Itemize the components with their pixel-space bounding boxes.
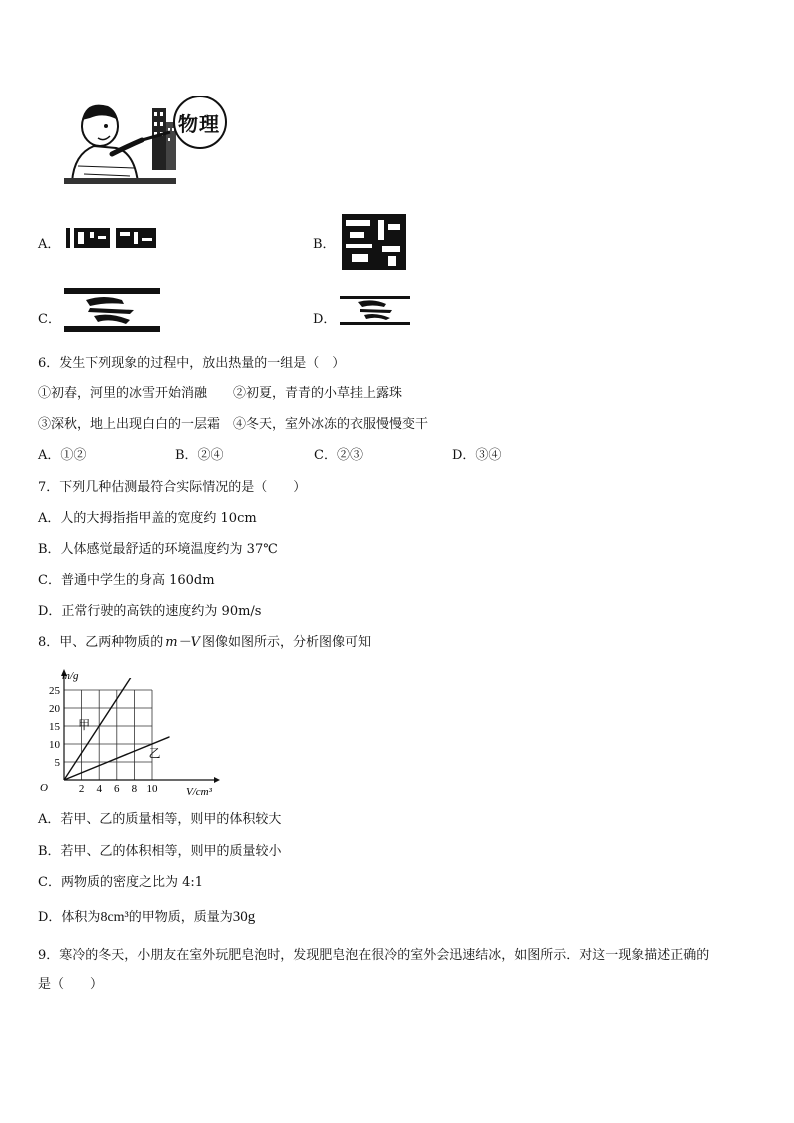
- q9-line-1: 9．寒冷的冬天，小朋友在室外玩肥皂泡时，发现肥皂泡在很冷的室外会迅速结冰，如图所示．对这一现象描述正确的: [38, 948, 710, 963]
- q8-option-d: [38, 908, 255, 927]
- magnifier-sign-text: 物理: [178, 112, 220, 136]
- q8-option-d-prefix: D．体积为: [38, 910, 101, 925]
- blurred-text-icon: [340, 294, 410, 328]
- chart-y-axis-label: m/g: [62, 670, 79, 682]
- q5-option-b-label: B．: [313, 237, 336, 252]
- chart-series-label: 甲: [78, 717, 91, 732]
- chart-y-tick-label: 10: [49, 739, 60, 751]
- mirrored-text-icon: [66, 222, 158, 256]
- chart-y-tick-label: 25: [49, 685, 60, 697]
- q5-illustration: [64, 96, 244, 184]
- chart-y-tick-label: 20: [49, 703, 60, 715]
- q7-stem: 7．下列几种估测最符合实际情况的是（ ）: [38, 480, 307, 495]
- q6-items-line-1: ①初春，河里的冰雪开始消融 ②初夏，青青的小草挂上露珠: [38, 386, 403, 401]
- q6-option-d: D．③④: [452, 448, 502, 463]
- q6-option-c: C．②③: [314, 448, 363, 463]
- rotated-text-icon: [342, 214, 406, 270]
- chart-x-axis-label: V/cm³: [186, 786, 212, 796]
- q6-items-line-2: ③深秋，地上出现白白的一层霜 ④冬天，室外冰冻的衣服慢慢变干: [38, 417, 429, 432]
- q8-option-d-mass: 30g: [232, 909, 256, 925]
- q6-option-a: A．①②: [38, 448, 87, 463]
- q8-option-d-mid: 的甲物质，质量为: [128, 910, 233, 925]
- chart-y-tick-label: 15: [49, 721, 60, 733]
- mv-chart-svg: [36, 664, 226, 796]
- q7-option-b: B．人体感觉最舒适的环境温度约为 37℃: [38, 542, 278, 557]
- chart-series-label: 乙: [148, 746, 161, 761]
- blurred-text-icon: [64, 286, 160, 334]
- chart-x-tick-label: 8: [131, 783, 138, 795]
- q8-stem-math: m－V: [165, 635, 200, 650]
- chart-y-tick-label: 5: [54, 757, 60, 769]
- q5-option-d-label: D．: [313, 312, 337, 327]
- q8-option-b: B．若甲、乙的体积相等，则甲的质量较小: [38, 844, 282, 859]
- q8-stem-suffix: 图像如图所示，分析图像可知: [202, 635, 372, 650]
- chart-x-tick-label: 10: [146, 783, 158, 795]
- chart-x-axis-arrow: [214, 777, 220, 783]
- q9-line-2: 是（ ）: [38, 977, 104, 992]
- chart-origin-label: O: [40, 782, 48, 794]
- chart-x-tick-label: 6: [114, 783, 120, 795]
- q7-option-a: A．人的大拇指指甲盖的宽度约 10cm: [38, 511, 257, 526]
- q6-option-b: B．②④: [175, 448, 224, 463]
- mv-chart: [36, 664, 226, 796]
- q8-option-c: C．两物质的密度之比为 4:1: [38, 875, 204, 890]
- q8-option-a: A．若甲、乙的质量相等，则甲的体积较大: [38, 812, 282, 827]
- q8-stem: [38, 634, 371, 652]
- q6-stem: 6．发生下列现象的过程中，放出热量的一组是（ ）: [38, 356, 346, 371]
- q5-option-c-label: C．: [38, 312, 61, 327]
- chart-x-tick-label: 4: [96, 783, 102, 795]
- q7-option-c: C．普通中学生的身高 160dm: [38, 573, 215, 588]
- q8-option-d-volume: 8cm³: [100, 910, 129, 925]
- q7-option-d: D．正常行驶的高铁的速度约为 90m/s: [38, 604, 262, 619]
- q5-option-a-label: A．: [38, 237, 61, 252]
- chart-x-tick-label: 2: [78, 783, 85, 795]
- q8-stem-prefix: 8．甲、乙两种物质的: [38, 635, 164, 650]
